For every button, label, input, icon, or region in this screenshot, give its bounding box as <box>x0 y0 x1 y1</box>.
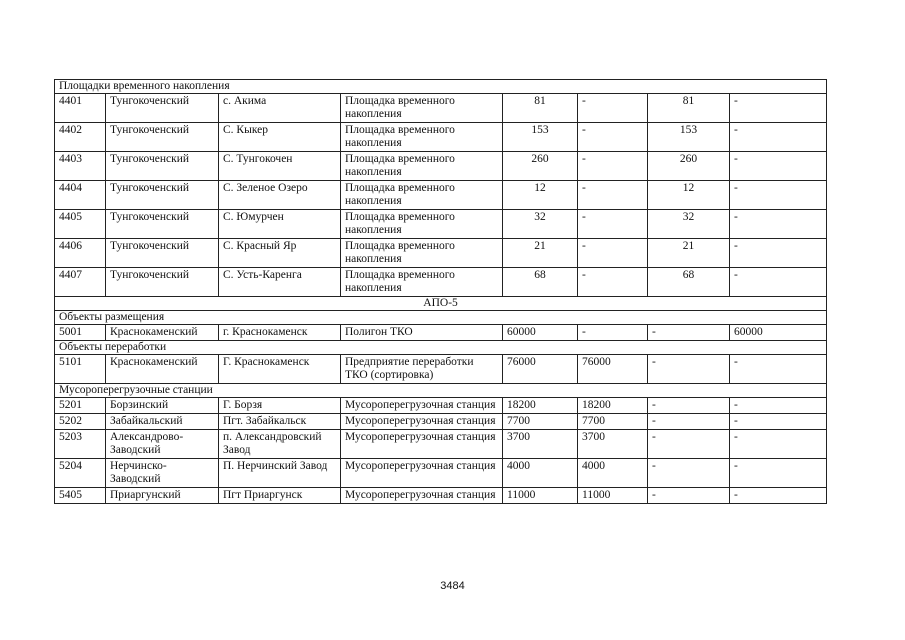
facility-type: Мусороперегрузочная станция <box>341 398 503 414</box>
locality-name: С. Юмурчен <box>219 210 341 239</box>
value-col-5: 11000 <box>503 488 578 504</box>
table-body <box>55 80 827 504</box>
value-col-7: - <box>648 430 730 459</box>
value-col-5: 153 <box>503 123 578 152</box>
district-name: Тунгокоченский <box>106 94 219 123</box>
value-col-6: - <box>578 210 648 239</box>
facility-type: Площадка временного накопления <box>341 239 503 268</box>
value-col-7: - <box>648 414 730 430</box>
facility-code: 4401 <box>55 94 106 123</box>
facility-code: 5204 <box>55 459 106 488</box>
value-col-6: - <box>578 152 648 181</box>
value-col-8: - <box>730 94 827 123</box>
table-row <box>55 488 827 504</box>
locality-name: г. Краснокаменск <box>219 325 341 341</box>
table-row <box>55 181 827 210</box>
facility-type: Полигон ТКО <box>341 325 503 341</box>
section-row <box>55 80 827 94</box>
value-col-6: 3700 <box>578 430 648 459</box>
value-col-6: - <box>578 268 648 297</box>
facility-type: Площадка временного накопления <box>341 268 503 297</box>
facility-type: Площадка временного накопления <box>341 94 503 123</box>
waste-facilities-table <box>54 79 827 504</box>
locality-name: с. Акима <box>219 94 341 123</box>
value-col-6: 4000 <box>578 459 648 488</box>
facility-code: 4407 <box>55 268 106 297</box>
value-col-8: - <box>730 239 827 268</box>
value-col-5: 260 <box>503 152 578 181</box>
value-col-5: 81 <box>503 94 578 123</box>
table-row <box>55 94 827 123</box>
locality-name: С. Кыкер <box>219 123 341 152</box>
district-name: Тунгокоченский <box>106 210 219 239</box>
facility-code: 4404 <box>55 181 106 210</box>
value-col-5: 12 <box>503 181 578 210</box>
facility-code: 5201 <box>55 398 106 414</box>
value-col-5: 68 <box>503 268 578 297</box>
district-name: Краснокаменский <box>106 325 219 341</box>
value-col-6: - <box>578 239 648 268</box>
district-name: Александрово-Заводский <box>106 430 219 459</box>
value-col-8: - <box>730 414 827 430</box>
facility-code: 5202 <box>55 414 106 430</box>
district-name: Тунгокоченский <box>106 152 219 181</box>
value-col-8: - <box>730 152 827 181</box>
value-col-8: - <box>730 430 827 459</box>
district-name: Тунгокоченский <box>106 268 219 297</box>
section-row <box>55 384 827 398</box>
value-col-8: - <box>730 398 827 414</box>
value-col-7: - <box>648 398 730 414</box>
table-row <box>55 325 827 341</box>
locality-name: С. Красный Яр <box>219 239 341 268</box>
section-title: Площадки временного накопления <box>55 80 827 94</box>
value-col-7: 32 <box>648 210 730 239</box>
district-name: Приаргунский <box>106 488 219 504</box>
value-col-5: 7700 <box>503 414 578 430</box>
value-col-8: - <box>730 459 827 488</box>
district-name: Забайкальский <box>106 414 219 430</box>
value-col-6: - <box>578 123 648 152</box>
value-col-7: - <box>648 355 730 384</box>
value-col-7: 21 <box>648 239 730 268</box>
value-col-6: 18200 <box>578 398 648 414</box>
apo-header-row <box>55 297 827 311</box>
locality-name: Г. Борзя <box>219 398 341 414</box>
value-col-6: - <box>578 325 648 341</box>
table-row <box>55 239 827 268</box>
section-title: Мусороперегрузочные станции <box>55 384 827 398</box>
apo-title: АПО-5 <box>55 297 827 311</box>
value-col-5: 76000 <box>503 355 578 384</box>
table-row <box>55 210 827 239</box>
locality-name: Пгт Приаргунск <box>219 488 341 504</box>
facility-type: Площадка временного накопления <box>341 181 503 210</box>
facility-type: Площадка временного накопления <box>341 210 503 239</box>
table-row <box>55 268 827 297</box>
section-row <box>55 341 827 355</box>
facility-code: 4405 <box>55 210 106 239</box>
facility-type: Мусороперегрузочная станция <box>341 430 503 459</box>
section-title: Объекты переработки <box>55 341 827 355</box>
value-col-8: - <box>730 488 827 504</box>
value-col-7: 153 <box>648 123 730 152</box>
value-col-8: - <box>730 123 827 152</box>
value-col-5: 21 <box>503 239 578 268</box>
value-col-5: 60000 <box>503 325 578 341</box>
value-col-5: 18200 <box>503 398 578 414</box>
value-col-6: 7700 <box>578 414 648 430</box>
value-col-6: 76000 <box>578 355 648 384</box>
value-col-7: - <box>648 459 730 488</box>
value-col-6: - <box>578 94 648 123</box>
value-col-8: - <box>730 268 827 297</box>
district-name: Нерчинско-Заводский <box>106 459 219 488</box>
table-row <box>55 398 827 414</box>
value-col-7: 81 <box>648 94 730 123</box>
district-name: Тунгокоченский <box>106 239 219 268</box>
district-name: Борзинский <box>106 398 219 414</box>
value-col-7: 12 <box>648 181 730 210</box>
page-number: 3484 <box>440 580 465 592</box>
section-title: Объекты размещения <box>55 311 827 325</box>
facility-code: 4402 <box>55 123 106 152</box>
value-col-8: - <box>730 210 827 239</box>
facility-code: 5203 <box>55 430 106 459</box>
section-row <box>55 311 827 325</box>
facility-type: Мусороперегрузочная станция <box>341 488 503 504</box>
table-row <box>55 123 827 152</box>
value-col-7: 68 <box>648 268 730 297</box>
facility-code: 5101 <box>55 355 106 384</box>
facility-type: Мусороперегрузочная станция <box>341 414 503 430</box>
locality-name: С. Зеленое Озеро <box>219 181 341 210</box>
facility-code: 4406 <box>55 239 106 268</box>
value-col-6: - <box>578 181 648 210</box>
value-col-8: 60000 <box>730 325 827 341</box>
locality-name: п. Александровский Завод <box>219 430 341 459</box>
facility-code: 4403 <box>55 152 106 181</box>
locality-name: Пгт. Забайкальск <box>219 414 341 430</box>
value-col-7: - <box>648 325 730 341</box>
table-row <box>55 355 827 384</box>
facility-type: Площадка временного накопления <box>341 152 503 181</box>
value-col-5: 3700 <box>503 430 578 459</box>
locality-name: С. Усть-Каренга <box>219 268 341 297</box>
district-name: Краснокаменский <box>106 355 219 384</box>
locality-name: С. Тунгокочен <box>219 152 341 181</box>
table-row <box>55 414 827 430</box>
locality-name: Г. Краснокаменск <box>219 355 341 384</box>
value-col-5: 32 <box>503 210 578 239</box>
value-col-8: - <box>730 355 827 384</box>
facility-code: 5001 <box>55 325 106 341</box>
district-name: Тунгокоченский <box>106 123 219 152</box>
table-row <box>55 152 827 181</box>
facility-type: Предприятие переработки ТКО (сортировка) <box>341 355 503 384</box>
table-row <box>55 459 827 488</box>
locality-name: П. Нерчинский Завод <box>219 459 341 488</box>
facility-type: Мусороперегрузочная станция <box>341 459 503 488</box>
facility-code: 5405 <box>55 488 106 504</box>
district-name: Тунгокоченский <box>106 181 219 210</box>
value-col-8: - <box>730 181 827 210</box>
value-col-6: 11000 <box>578 488 648 504</box>
facility-type: Площадка временного накопления <box>341 123 503 152</box>
value-col-7: 260 <box>648 152 730 181</box>
value-col-7: - <box>648 488 730 504</box>
table-row <box>55 430 827 459</box>
value-col-5: 4000 <box>503 459 578 488</box>
